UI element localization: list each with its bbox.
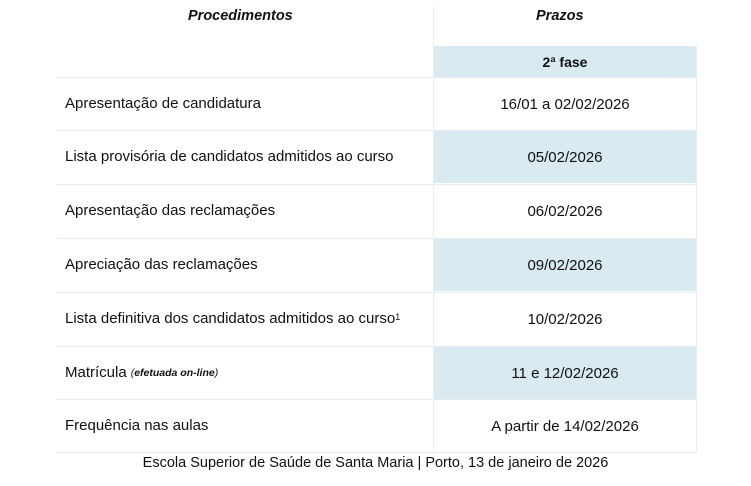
footer-text: Escola Superior de Saúde de Santa Maria | Porto, 13 de janeiro de 2026 (142, 455, 609, 471)
table-row (57, 184, 697, 237)
procedure-label: Frequência nas aulas (65, 417, 209, 434)
procedure-label: Apreciação das reclamações (65, 256, 258, 273)
procedure-note: (efetuada on-line) (130, 366, 219, 379)
deadlines-header: Prazos (536, 8, 584, 24)
table-row (57, 292, 697, 345)
deadline-value: A partir de 14/02/2026 (491, 417, 639, 435)
procedure-label: Apresentação das reclamações (65, 202, 276, 219)
footnote-marker: 1 (395, 311, 401, 322)
table-row (57, 399, 697, 452)
table-row (57, 130, 697, 183)
deadline-value: 11 e 12/02/2026 (434, 347, 696, 399)
deadline-value: 09/02/2026 (434, 239, 696, 291)
table-bottom-border (57, 452, 697, 453)
deadline-value: 10/02/2026 (527, 310, 603, 328)
deadline-value: 16/01 a 02/02/2026 (500, 95, 630, 113)
procedure-label: Lista definitiva dos candidatos admitidos ao curso $^1$ (65, 310, 401, 327)
procedure-label: Matrícula (efetuada on-line) (65, 364, 219, 381)
deadline-value: 06/02/2026 (527, 202, 603, 220)
procedure-label: Apresentação de candidatura (65, 95, 261, 112)
deadline-value: 05/02/2026 (434, 131, 696, 183)
procedure-label: Lista provisória de candidatos admitidos ao curso (65, 148, 394, 165)
phase-header: 2ª fase (434, 46, 696, 77)
table-row (57, 346, 697, 399)
procedures-header: Procedimentos (188, 8, 293, 24)
table-row (57, 77, 697, 130)
table-row (57, 238, 697, 291)
